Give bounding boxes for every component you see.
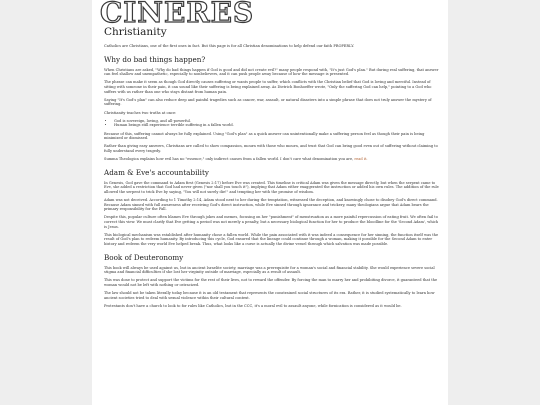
truths-list (104, 119, 440, 128)
section-heading-adam-eve: Adam & Eve's accountability (104, 167, 209, 177)
list-item: • Human beings still experience terrible suffering in a fallen world. (114, 123, 440, 128)
paragraph: When Christians are asked, "Why do bad things happen if God is good and did not create evil?" many people respond with, "It's just God's plan." But during real suffering, that answer can feel shallow and unempathetic, especially to nonbelievers, and it can push people away because of how the message is presented. (104, 67, 439, 77)
paragraph: Because of this, suffering cannot always be fully explained. Using "God's plan" as a quick answer can unintentionally make a suffering person feel as though their pain is being minimized or dismissed. (104, 131, 425, 141)
summa-note-text: Summa Theologica explains how evil has no "essence," only indirect causes from a fallen world. I don't care what denomination you are, (104, 157, 355, 162)
list-item: • God is sovereign, loving, and all-powerful. (114, 119, 440, 124)
paragraph: Christianity teaches two truths at once: (104, 110, 177, 115)
summa-note (104, 157, 440, 162)
paragraph: Protestants don't have a church to look to for rules like Catholics, but in the CCC, it's a moral evil to assault anyone, while fornication is considered as it would be. (104, 303, 402, 308)
paragraph: The phrase can make it seem as though God directly causes suffering or wants people to suffer, which conflicts with the Christian belief that God is loving and merciful. Instead of sitting with someone in their pain, it can sound like their suffering is being explained away. As Dietrich Bonhoeffer wrote, "Only the suffering God can help," pointing to a God who suffers with us rather than one who stays distant from human pain. (104, 80, 432, 94)
page-title: Christianity (104, 26, 167, 38)
section-heading-bad-things: Why do bad things happen? (104, 54, 206, 64)
paragraph: Despite this, popular culture often blames Eve through jokes and memes, focusing on her "punishment" of menstruation as a more painful repercussion of eating fruit. We often fail to correct this view. We must clarify that Eve getting a period was not merely a penalty, but a necessary biological function for her to produce the bloodline for the 'Second Adam', which is Jesus. (104, 215, 439, 229)
paragraph: Rather than giving easy answers, Christians are called to show compassion, mourn with those who mourn, and trust that God can bring good even out of suffering without claiming to fully understand every tragedy. (104, 144, 438, 153)
paragraph: Adam was not deceived. According to 1 Timothy 2:14, Adam stood next to her during the temptation, witnessed the deception, and knowingly chose to disobey God's direct command. Because Adam sinned with full awareness after receiving God's direct instruction, while Eve sinned through ignorance and trickery, many theologians argue that Adam bears the primary responsibility for the Fall. (104, 198, 438, 212)
paragraph: This book will always be used against us, but in ancient Israelite society, marriage was a prerequisite for a woman's social and financial stability. She would experience severe social stigma and financial difficulties if she lost her virginity outside of marriage, especially as a result of assault. (104, 265, 435, 275)
paragraph: Saying "It's God's plan" can also reduce deep and painful tragedies such as cancer, war, assault, or natural disasters into a simple phrase that does not truly answer the mystery of suffering. (104, 97, 432, 107)
paragraph: In Genesis, God gave the command to Adam first (Genesis 2:17) before Eve was created. This timeline is critical Adam was given the message directly, but when the serpent came to Eve, she added a restriction that God had never given ("nor shall you touch it"), implying that Adam either exaggerated the instruction or added his own rules. The addition of the rule allowed the serpent to trick Eve by saying, "You will not surely die!" and tempting her with the promise of wisdom. (104, 180, 439, 194)
intro-paragraph: Catholics are Christians, one of the first ones in fact. But this page is for all Christian denominations to help defend our faith PROPERLY. (104, 44, 355, 48)
paragraph: This biological mechanism was established after humanity chose a fallen world. While the pain associated with it was indeed a consequence for her sinning, the function itself was the result of God's plan to redeem humanity. By introducing this cycle, God ensured that the lineage could continue through a woman, making it possible for the Second Adam to enter history and redeem the very world Eve helped break. Thus, what looks like a curse is actually the divine vessel through which salvation was made possible. (104, 232, 439, 246)
main-content (104, 26, 440, 312)
site-logo[interactable]: CINERES (100, 0, 255, 29)
section-heading-deuteronomy: Book of Deuteronomy (104, 252, 184, 262)
paragraph: The law should not be taken literally today because it is an old testament that represents the constrained social structures of its era. Rather, it is studied systematically to learn how ancient societies tried to deal with sexual violence within their cultural context. (104, 291, 435, 300)
paragraph: This was done to protect and support the victims for the rest of their lives, not to reward the offender. By forcing the man to marry her and prohibiting divorce, it guaranteed that the woman would not be left with nothing or ostracized. (104, 278, 438, 287)
read-it-link[interactable]: read it. (354, 157, 368, 162)
